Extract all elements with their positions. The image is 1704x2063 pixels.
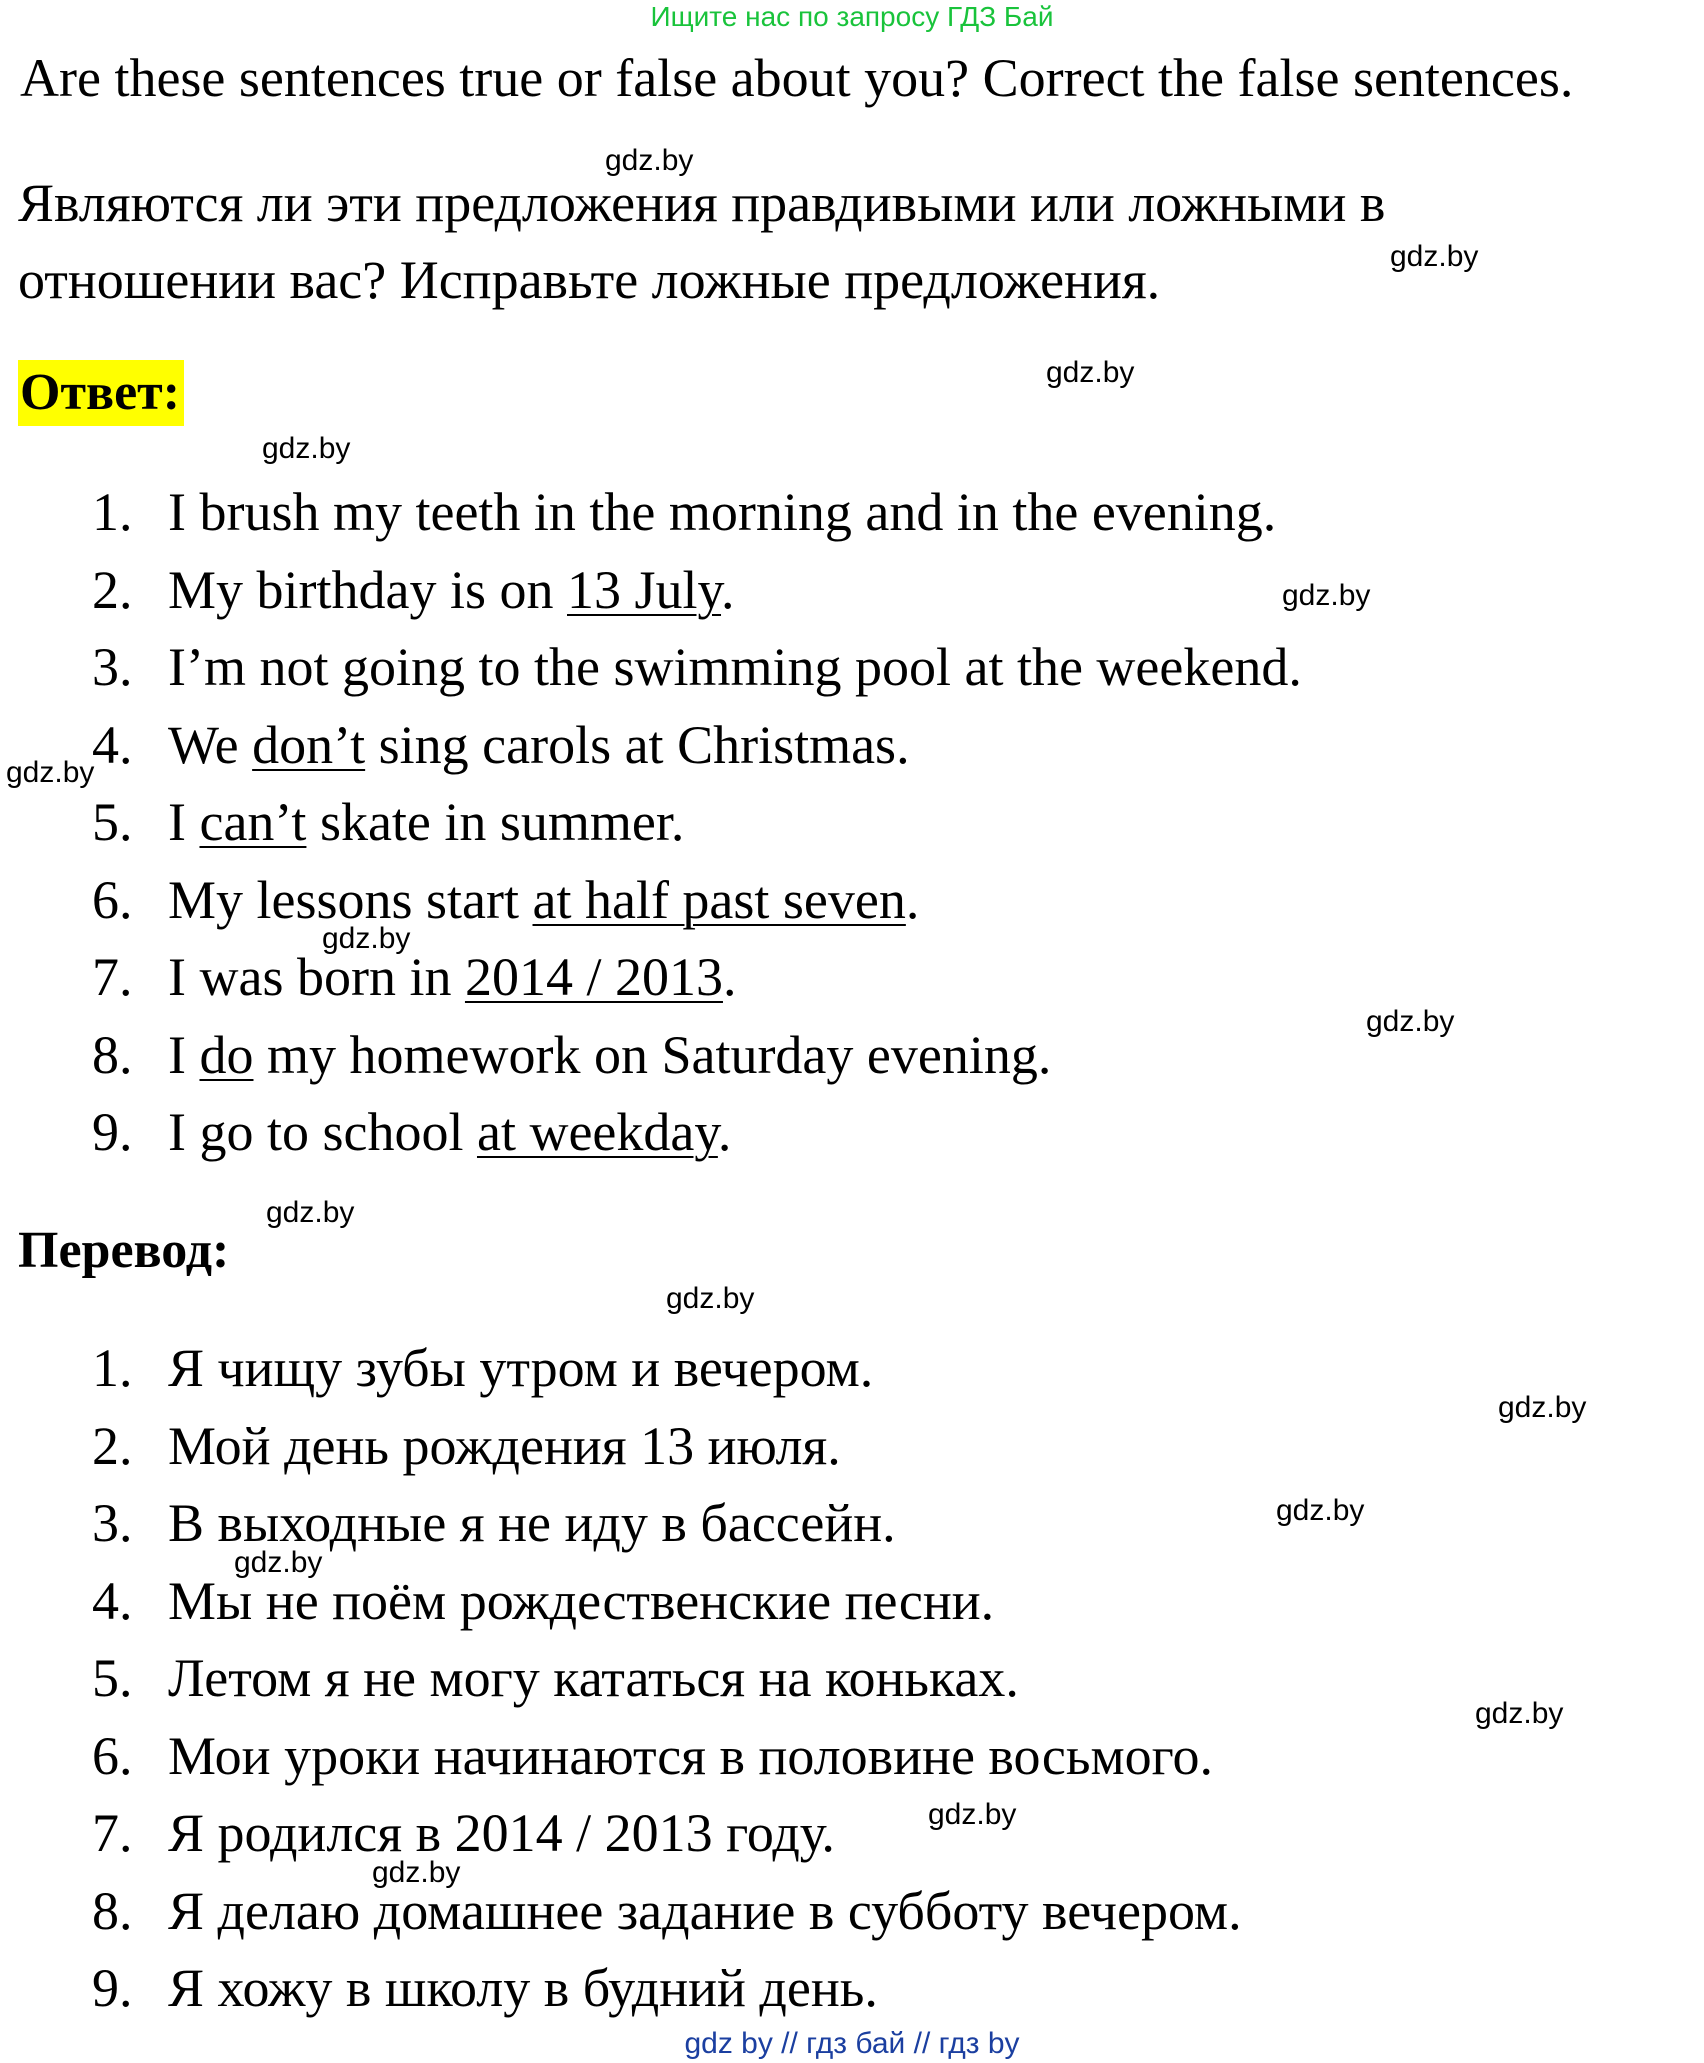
item-number: 3. [92,1493,133,1553]
corrected-fragment: can’t [199,792,307,852]
item-number: 2. [92,559,133,620]
item-text [168,477,1276,547]
item-text: Я чищу зубы утром и вечером. [168,1338,874,1398]
text-fragment: . [722,947,737,1007]
item-text [168,865,919,935]
watermark: gdz.by [928,1798,1017,1831]
instruction-english: Are these sentences true or false about you? Correct the false sentences. [20,48,1574,108]
item-text: В выходные я не иду в бассейн. [168,1493,896,1553]
item-text: Я делаю домашнее задание в субботу вечером. [168,1880,1242,1941]
item-number: 1. [92,1338,133,1398]
text-fragment: I was born in [168,947,465,1007]
item-number: 3. [92,637,133,697]
item-text [168,942,736,1012]
watermark: gdz.by [1366,1005,1455,1038]
text-fragment: I [168,1024,200,1085]
watermark: gdz.by [262,432,351,465]
item-number: 4. [92,1570,133,1631]
instruction-russian: Являются ли эти предложения правдивыми или ложными в отношении вас? Исправьте ложные предложения. [18,173,1386,310]
text-fragment: my homework on Saturday evening. [253,1024,1052,1085]
corrected-fragment: 13 July [567,559,722,620]
watermark: gdz.by [6,756,95,789]
top-banner: Ищите нас по запросу ГДЗ Бай [650,1,1054,32]
text-fragment: I [168,792,200,852]
watermark: gdz.by [1276,1494,1365,1527]
item-text [168,555,735,625]
corrected-fragment: at weekday [476,1102,718,1162]
watermark: gdz.by [605,144,694,177]
text-fragment: skate in summer. [306,792,685,852]
item-number: 5. [92,1648,133,1708]
watermark: gdz.by [1390,240,1479,273]
text-fragment: I brush my teeth in the morning and in the evening. [168,482,1277,542]
corrected-fragment: don’t [252,714,366,775]
text-fragment: I’m not going to the swimming pool at the weekend. [168,637,1302,697]
item-number: 6. [92,869,133,930]
item-text: Летом я не могу кататься на коньках. [168,1648,1019,1708]
text-fragment: I go to school [168,1102,477,1162]
watermark: gdz.by [372,1856,461,1889]
item-text: Мой день рождения 13 июля. [168,1415,841,1476]
watermark: gdz.by [322,922,411,955]
item-number: 8. [92,1880,133,1941]
text-fragment: sing carols at Christmas. [365,714,910,775]
item-number: 6. [92,1725,133,1786]
text-fragment: . [717,1102,732,1162]
text-fragment: We [168,714,253,775]
item-text [168,710,910,780]
item-text: Я хожу в школу в будний день. [168,1958,878,2018]
item-text: Мои уроки начинаются в половине восьмого. [168,1725,1213,1786]
text-fragment: My birthday is on [168,559,567,620]
text-fragment: . [721,559,735,620]
watermark: gdz.by [1046,356,1135,389]
watermark: gdz.by [666,1282,755,1315]
item-number: 4. [92,714,133,775]
answer-heading: Ответ: [18,360,184,426]
footer-links: gdz by // гдз бай // гдз by [684,2027,1020,2060]
item-text: Я родился в 2014 / 2013 году. [168,1803,835,1863]
item-text: Мы не поём рождественские песни. [168,1570,995,1631]
text-fragment: . [905,869,920,930]
watermark: gdz.by [1475,1697,1564,1730]
item-number: 2. [92,1415,133,1476]
corrected-fragment: do [199,1024,254,1085]
item-text [168,1020,1051,1090]
watermark: gdz.by [1498,1391,1587,1424]
corrected-fragment: 2014 / 2013 [464,947,723,1007]
corrected-fragment: at half past seven [532,869,906,930]
item-number: 8. [92,1024,133,1085]
watermark: gdz.by [266,1196,355,1229]
item-number: 7. [92,1803,133,1863]
watermark: gdz.by [234,1546,323,1579]
item-text [168,787,684,857]
watermark: gdz.by [1282,579,1371,612]
text-fragment: My lessons start [168,869,533,930]
item-number: 9. [92,1102,133,1162]
item-text [168,632,1302,702]
translation-heading: Перевод: [18,1222,230,1279]
item-text [168,1097,731,1167]
item-number: 5. [92,792,133,852]
item-number: 1. [92,482,133,542]
item-number: 9. [92,1958,133,2018]
item-number: 7. [92,947,133,1007]
